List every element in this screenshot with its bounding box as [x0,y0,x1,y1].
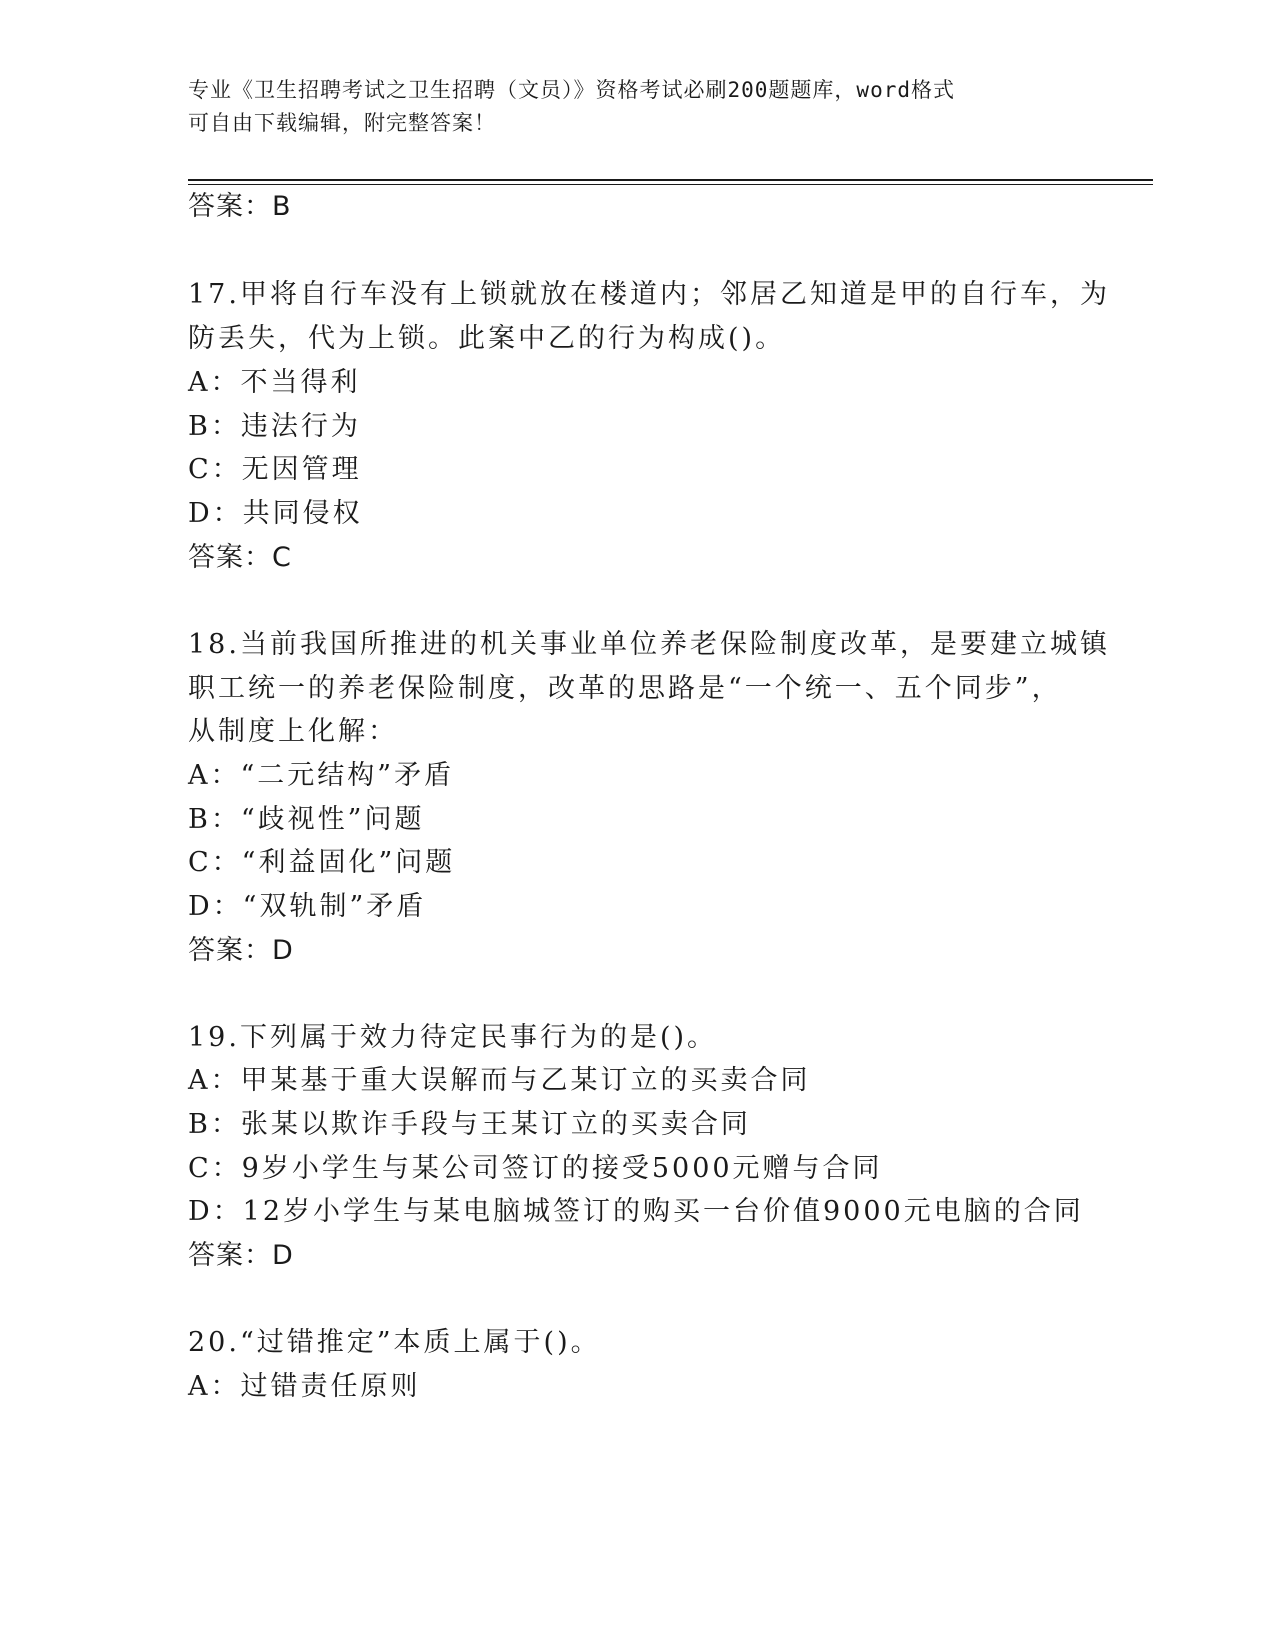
header-divider-thick [188,179,1153,181]
question-18-stem-line-3: 从制度上化解： [188,716,398,747]
question-18-stem-line-1: 18.当前我国所推进的机关事业单位养老保险制度改革，是要建立城镇 [188,629,1110,660]
question-20-stem-line-1: 20.“过错推定”本质上属于()。 [188,1327,601,1358]
question-17-option-c: C：无因管理 [188,454,362,485]
question-19-answer: 答案：D [188,1240,294,1271]
question-17-stem-line-1: 17.甲将自行车没有上锁就放在楼道内；邻居乙知道是甲的自行车，为 [188,279,1110,310]
question-18-option-c: C：“利益固化”问题 [188,847,456,878]
question-17-option-b: B：违法行为 [188,411,361,442]
question-17-answer: 答案：C [188,542,292,573]
header-divider-thin [188,184,1153,185]
question-19-option-c: C：9岁小学生与某公司签订的接受5000元赠与合同 [188,1153,883,1184]
question-18-option-a: A：“二元结构”矛盾 [188,760,455,791]
question-19-option-b: B：张某以欺诈手段与王某订立的买卖合同 [188,1109,751,1140]
question-17-option-d: D：共同侵权 [188,498,363,529]
question-17-stem-line-2: 防丢失，代为上锁。此案中乙的行为构成()。 [188,323,786,354]
question-18-stem-line-2: 职工统一的养老保险制度，改革的思路是“一个统一、五个同步”， [188,673,1062,704]
header-line-1: 专业《卫生招聘考试之卫生招聘（文员）》资格考试必刷200题题库，word格式 [188,78,955,102]
document-header [188,74,1088,140]
question-18-option-b: B：“歧视性”问题 [188,804,425,835]
question-17-option-a: A：不当得利 [188,367,361,398]
question-20-option-a: A：过错责任原则 [188,1371,421,1402]
question-19-option-a: A：甲某基于重大误解而与乙某订立的买卖合同 [188,1065,811,1096]
question-19-option-d: D：12岁小学生与某电脑城签订的购买一台价值9000元电脑的合同 [188,1196,1084,1227]
header-line-2: 可自由下载编辑，附完整答案！ [188,111,496,135]
question-18-answer: 答案：D [188,935,294,966]
question-19-stem-line-1: 19.下列属于效力待定民事行为的是()。 [188,1022,718,1053]
answer-16: 答案：B [188,191,292,222]
question-18-option-d: D：“双轨制”矛盾 [188,891,427,922]
